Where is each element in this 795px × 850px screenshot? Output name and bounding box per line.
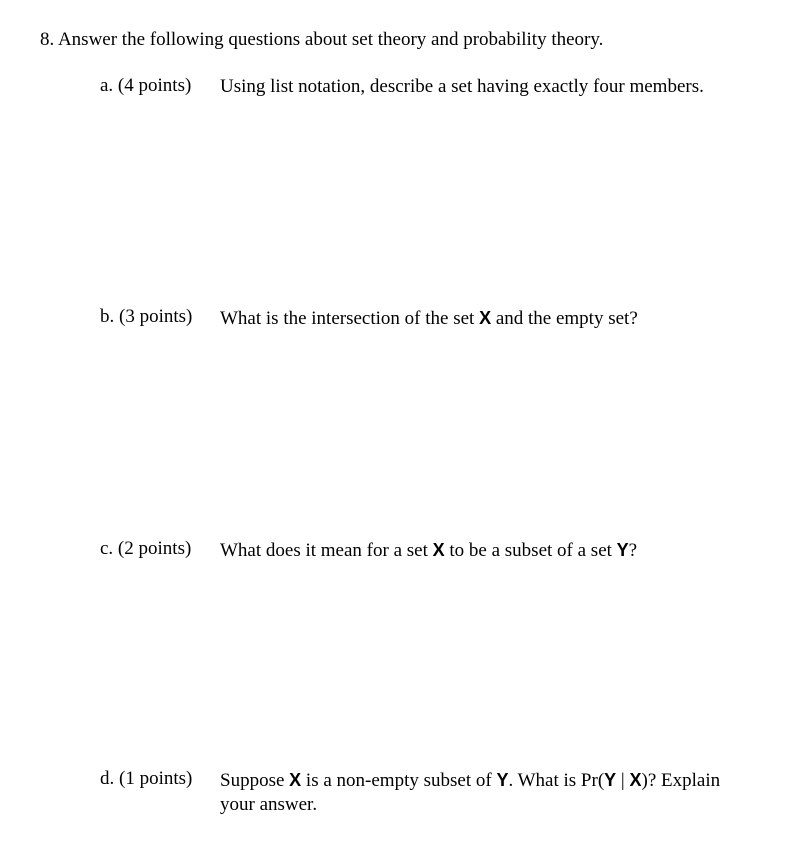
question-d-text-part: . What is Pr( <box>508 770 605 791</box>
question-c-text <box>220 538 637 563</box>
question-c-text-part: What does it mean for a set <box>220 540 433 561</box>
question-b-text <box>220 306 638 331</box>
question-d-text <box>220 768 720 817</box>
set-y-symbol: Y <box>604 770 617 790</box>
question-a-text-part: Using list notation, describe a set having exactly four members. <box>220 76 704 97</box>
set-x-symbol: X <box>432 540 445 560</box>
question-d-text-line2: your answer. <box>220 794 318 815</box>
set-y-symbol: Y <box>616 540 629 560</box>
question-a-text <box>220 75 704 99</box>
question-b-text-part: What is the intersection of the set <box>220 308 480 329</box>
question-b-text-part: and the empty set? <box>491 308 638 329</box>
question-d-text-part: is a non-empty subset of <box>301 770 497 791</box>
question-b-label: b. (3 points) <box>100 306 193 327</box>
question-d-text-part: )? Explain <box>641 770 721 791</box>
question-c-text-part: to be a subset of a set <box>444 540 617 561</box>
set-x-symbol: X <box>289 770 302 790</box>
question-d-text-part: Suppose <box>220 770 290 791</box>
question-d-label: d. (1 points) <box>100 768 193 789</box>
question-heading: 8. Answer the following questions about set theory and probability theory. <box>40 29 604 50</box>
question-c-label: c. (2 points) <box>100 538 192 559</box>
question-d-text-part: | <box>616 770 630 791</box>
question-c-text-part: ? <box>628 540 638 561</box>
set-x-symbol: X <box>479 308 492 328</box>
set-y-symbol: Y <box>496 770 509 790</box>
question-a-label: a. (4 points) <box>100 75 192 96</box>
set-x-symbol: X <box>629 770 642 790</box>
